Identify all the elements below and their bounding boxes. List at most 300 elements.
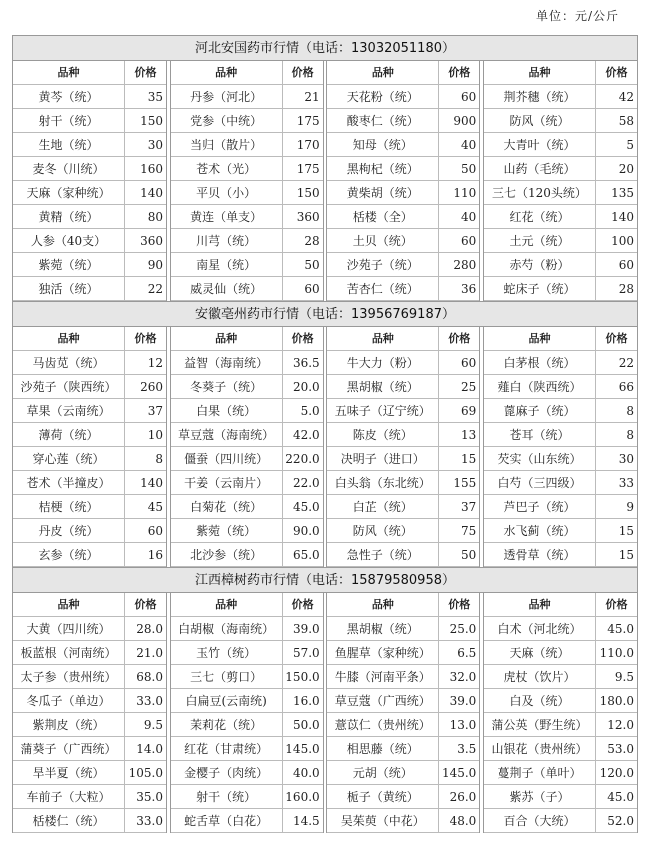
table-column [483,593,637,833]
herb-price: 8 [626,404,634,418]
herb-price: 12 [147,356,163,370]
table-row [13,277,166,301]
table-row [484,713,637,737]
table-row [327,713,479,737]
herb-price: 68.0 [136,670,163,684]
herb-price: 360 [296,210,320,224]
section-title: 安徽亳州药市行情（电话：13956769187） [12,301,638,327]
herb-price: 14.0 [136,742,163,756]
section-title: 河北安国药市行情（电话：13032051180） [12,35,638,61]
table-row [13,665,166,689]
table-row [13,761,166,785]
herb-price: 135 [611,186,634,200]
header-price: 价格 [291,598,314,611]
table-row [327,447,479,471]
header-name: 品种 [13,327,125,350]
herb-name: 白扁豆(云南统) [171,689,283,712]
table-row [171,157,323,181]
herb-name: 独活（统） [13,277,125,300]
table-row [171,109,323,133]
table-row [171,205,323,229]
herb-name: 白菊花（统） [171,495,283,518]
herb-name: 栝楼（全） [327,205,439,228]
table-column [13,327,167,567]
herb-name: 芦巴子（统） [484,495,596,518]
herb-price: 35.0 [136,790,163,804]
table-row [171,543,323,567]
table-row [484,495,637,519]
herb-name: 紫菀（统） [13,253,125,276]
herb-name: 五味子（辽宁统） [327,399,439,422]
herb-name: 白术（河北统） [484,617,596,640]
table-column [326,327,480,567]
herb-price: 90.0 [292,524,320,538]
header-name: 品种 [171,61,283,84]
herb-price: 30 [618,452,634,466]
table-row [327,253,479,277]
table-row [13,809,166,833]
herb-name: 沙苑子（陕西统） [13,375,125,398]
herb-price: 60 [618,258,634,272]
herb-price: 155 [453,476,477,490]
herb-name: 栀子（黄统） [327,785,439,808]
table-row [13,519,166,543]
herb-name: 山银花（贵州统） [484,737,596,760]
table-row [171,713,323,737]
table-row [484,519,637,543]
herb-name: 透骨草（统） [484,543,596,566]
table-row [484,253,637,277]
table-row [327,471,479,495]
table-row [171,375,323,399]
herb-name: 川芎（统） [171,229,283,252]
header-price: 价格 [448,598,471,611]
herb-name: 荆芥穗（统） [484,85,596,108]
herb-name: 三七（剪口） [171,665,283,688]
header-name: 品种 [484,327,596,350]
table-row [171,471,323,495]
herb-name: 人参（40支） [13,229,125,252]
herb-name: 天花粉（统） [327,85,439,108]
herb-name: 酸枣仁（统） [327,109,439,132]
herb-price: 75 [461,524,477,538]
header-name: 品种 [171,593,283,616]
herb-price: 13.0 [449,718,477,732]
herb-price: 60 [461,356,477,370]
herb-name: 沙苑子（统） [327,253,439,276]
table-row [171,785,323,809]
table-row [13,181,166,205]
herb-price: 40 [461,210,477,224]
herb-name: 益智（海南统） [171,351,283,374]
table-row [484,761,637,785]
herb-price: 26.0 [449,790,477,804]
herb-price: 20.0 [292,380,320,394]
herb-price: 52.0 [607,814,634,828]
herb-name: 金樱子（肉统） [171,761,283,784]
herb-price: 40 [461,138,477,152]
table-row [484,665,637,689]
table-row [484,157,637,181]
table-row [327,351,479,375]
table-row [484,423,637,447]
table-row [327,761,479,785]
table-column [326,593,480,833]
herb-name: 党参（中统） [171,109,283,132]
herb-price: 80 [147,210,163,224]
herb-price: 110.0 [599,646,634,660]
table-row [171,229,323,253]
herb-price: 50 [461,548,477,562]
herb-price: 900 [453,114,477,128]
table-row [484,229,637,253]
table-row [327,375,479,399]
herb-price: 140 [140,186,163,200]
table-column [170,327,324,567]
table-row [13,157,166,181]
table-row [327,641,479,665]
herb-price: 25 [461,380,477,394]
herb-price: 6.5 [457,646,477,660]
table-header-row [13,593,166,617]
herb-price: 22 [147,282,163,296]
header-price: 价格 [291,332,314,345]
herb-price: 3.5 [457,742,477,756]
herb-name: 大黄（四川统） [13,617,125,640]
herb-name: 蒲公英（野生统） [484,713,596,736]
herb-price: 25.0 [449,622,477,636]
table-row [327,785,479,809]
table-row [13,351,166,375]
herb-price: 9 [626,500,634,514]
table-row [484,181,637,205]
table-row [484,351,637,375]
table-row [171,351,323,375]
herb-price: 145.0 [441,766,477,780]
herb-name: 紫菀（统） [171,519,283,542]
herb-name: 干姜（云南片） [171,471,283,494]
herb-name: 黄连（单支） [171,205,283,228]
herb-price: 45 [147,500,163,514]
herb-name: 穿心莲（统） [13,447,125,470]
table-row [484,447,637,471]
herb-name: 丹参（河北） [171,85,283,108]
herb-name: 太子参（贵州统） [13,665,125,688]
table-row [171,423,323,447]
table-header-row [13,327,166,351]
table-row [327,423,479,447]
table-column [170,593,324,833]
herb-name: 白芷（统） [327,495,439,518]
table-row [171,689,323,713]
herb-price: 175 [296,114,320,128]
table-row [484,85,637,109]
herb-price: 14.5 [292,814,320,828]
herb-price: 45.0 [607,622,634,636]
table-row [13,713,166,737]
herb-name: 蛇舌草（白花） [171,809,283,832]
herb-price: 39.0 [292,622,320,636]
table-row [327,157,479,181]
herb-price: 150 [296,186,320,200]
herb-name: 马齿苋（统） [13,351,125,374]
table-row [327,543,479,567]
herb-name: 百合（大统） [484,809,596,832]
table-row [327,519,479,543]
herb-price: 160 [140,162,163,176]
herb-price: 10 [147,428,163,442]
table-row [484,471,637,495]
herb-name: 知母（统） [327,133,439,156]
header-name: 品种 [13,593,125,616]
herb-price: 65.0 [292,548,320,562]
table-row [13,85,166,109]
herb-price: 22 [618,356,634,370]
table-row [484,809,637,833]
table-row [171,495,323,519]
herb-name: 薤白（陕西统） [484,375,596,398]
herb-name: 北沙参（统） [171,543,283,566]
header-price: 价格 [134,66,157,79]
herb-name: 生地（统） [13,133,125,156]
herb-price: 40.0 [292,766,320,780]
herb-name: 苍术（半撞皮） [13,471,125,494]
table-column [483,327,637,567]
table-row [327,617,479,641]
table-row [13,617,166,641]
herb-name: 草果（云南统） [13,399,125,422]
herb-price: 150.0 [285,670,320,684]
herb-name: 桔梗（统） [13,495,125,518]
herb-price: 280 [453,258,477,272]
table-row [171,737,323,761]
herb-price: 45.0 [292,500,320,514]
price-table [12,593,638,833]
herb-name: 白及（统） [484,689,596,712]
table-row [171,617,323,641]
table-row [484,641,637,665]
herb-price: 39.0 [449,694,477,708]
table-row [484,617,637,641]
herb-name: 赤芍（粉） [484,253,596,276]
table-row [13,133,166,157]
herb-price: 145.0 [285,742,320,756]
herb-name: 牛大力（粉） [327,351,439,374]
header-price: 价格 [605,598,628,611]
herb-name: 蒲葵子（广西统） [13,737,125,760]
table-row [13,109,166,133]
table-row [171,761,323,785]
table-column [13,593,167,833]
herb-price: 50 [304,258,320,272]
table-row [13,229,166,253]
herb-price: 8 [626,428,634,442]
herb-price: 60 [147,524,163,538]
herb-name: 苦杏仁（统） [327,277,439,300]
herb-price: 8 [155,452,163,466]
herb-name: 红花（甘肃统） [171,737,283,760]
table-row [13,399,166,423]
table-row [327,737,479,761]
herb-name: 薏苡仁（贵州统） [327,713,439,736]
herb-name: 僵蚕（四川统） [171,447,283,470]
herb-price: 9.5 [143,718,163,732]
table-row [327,399,479,423]
table-header-row [171,61,323,85]
herb-price: 175 [296,162,320,176]
herb-price: 16.0 [292,694,320,708]
herb-price: 180.0 [599,694,634,708]
header-price: 价格 [448,332,471,345]
herb-name: 防风（统） [484,109,596,132]
herb-price: 57.0 [292,646,320,660]
table-row [484,785,637,809]
herb-price: 60 [461,90,477,104]
table-header-row [484,61,637,85]
herb-name: 栝楼仁（统） [13,809,125,832]
table-row [13,447,166,471]
herb-price: 15 [618,548,634,562]
table-row [171,85,323,109]
herb-name: 黄芩（统） [13,85,125,108]
herb-price: 30 [147,138,163,152]
herb-name: 相思藤（统） [327,737,439,760]
herb-price: 105.0 [128,766,163,780]
table-row [327,809,479,833]
table-header-row [327,327,479,351]
herb-price: 140 [140,476,163,490]
herb-name: 蓖麻子（统） [484,399,596,422]
herb-name: 黑胡椒（统） [327,375,439,398]
herb-price: 100 [611,234,634,248]
table-row [327,229,479,253]
table-column [326,61,480,301]
table-row [484,375,637,399]
header-name: 品种 [171,327,283,350]
herb-name: 苍耳（统） [484,423,596,446]
herb-name: 急性子（统） [327,543,439,566]
price-table [12,327,638,567]
table-column [483,61,637,301]
herb-price: 37 [461,500,477,514]
herb-price: 12.0 [607,718,634,732]
herb-price: 5 [626,138,634,152]
herb-price: 90 [147,258,163,272]
herb-name: 水飞蓟（统） [484,519,596,542]
herb-price: 35 [147,90,163,104]
price-tables [12,35,638,833]
herb-price: 32.0 [449,670,477,684]
herb-name: 麦冬（川统） [13,157,125,180]
header-price: 价格 [291,66,314,79]
table-row [13,495,166,519]
table-row [327,277,479,301]
header-price: 价格 [134,332,157,345]
herb-name: 丹皮（统） [13,519,125,542]
table-row [13,471,166,495]
herb-price: 58 [618,114,634,128]
table-column [13,61,167,301]
table-row [171,181,323,205]
herb-name: 车前子（大粒） [13,785,125,808]
table-row [484,737,637,761]
header-name: 品种 [484,61,596,84]
herb-price: 22.0 [292,476,320,490]
herb-name: 白芍（三四级） [484,471,596,494]
herb-price: 21 [304,90,320,104]
herb-price: 15 [618,524,634,538]
herb-price: 21.0 [136,646,163,660]
herb-name: 防风（统） [327,519,439,542]
table-row [171,641,323,665]
herb-name: 冬葵子（统） [171,375,283,398]
header-price: 价格 [448,66,471,79]
table-row [171,399,323,423]
herb-price: 53.0 [607,742,634,756]
herb-name: 黑枸杞（统） [327,157,439,180]
table-row [13,689,166,713]
table-row [13,785,166,809]
herb-price: 45.0 [607,790,634,804]
herb-name: 当归（散片） [171,133,283,156]
table-row [484,689,637,713]
header-price: 价格 [605,66,628,79]
herb-price: 110 [453,186,477,200]
herb-price: 15 [461,452,477,466]
herb-name: 射干（统） [171,785,283,808]
herb-price: 16 [147,548,163,562]
herb-name: 草豆蔻（海南统） [171,423,283,446]
table-header-row [171,593,323,617]
table-row [327,205,479,229]
herb-name: 冬瓜子（单边） [13,689,125,712]
table-row [171,133,323,157]
table-header-row [327,593,479,617]
herb-name: 陈皮（统） [327,423,439,446]
herb-name: 紫荆皮（统） [13,713,125,736]
table-row [327,181,479,205]
header-name: 品种 [484,593,596,616]
header-name: 品种 [13,61,125,84]
herb-name: 元胡（统） [327,761,439,784]
table-row [171,447,323,471]
table-row [327,109,479,133]
table-header-row [327,61,479,85]
table-row [171,809,323,833]
table-row [484,133,637,157]
table-row [13,423,166,447]
herb-price: 9.5 [614,670,634,684]
herb-name: 白胡椒（海南统） [171,617,283,640]
herb-name: 黄柴胡（统） [327,181,439,204]
herb-price: 33 [618,476,634,490]
herb-name: 蛇床子（统） [484,277,596,300]
herb-price: 120.0 [599,766,634,780]
herb-price: 37 [147,404,163,418]
table-row [13,543,166,567]
herb-price: 50 [461,162,477,176]
herb-name: 土贝（统） [327,229,439,252]
table-row [13,737,166,761]
herb-name: 大青叶（统） [484,133,596,156]
header-name: 品种 [327,61,439,84]
herb-price: 13 [461,428,477,442]
herb-name: 薄荷（统） [13,423,125,446]
herb-price: 160.0 [285,790,320,804]
table-row [171,519,323,543]
header-name: 品种 [327,593,439,616]
unit-label: 单位：元/公斤 [535,9,619,23]
